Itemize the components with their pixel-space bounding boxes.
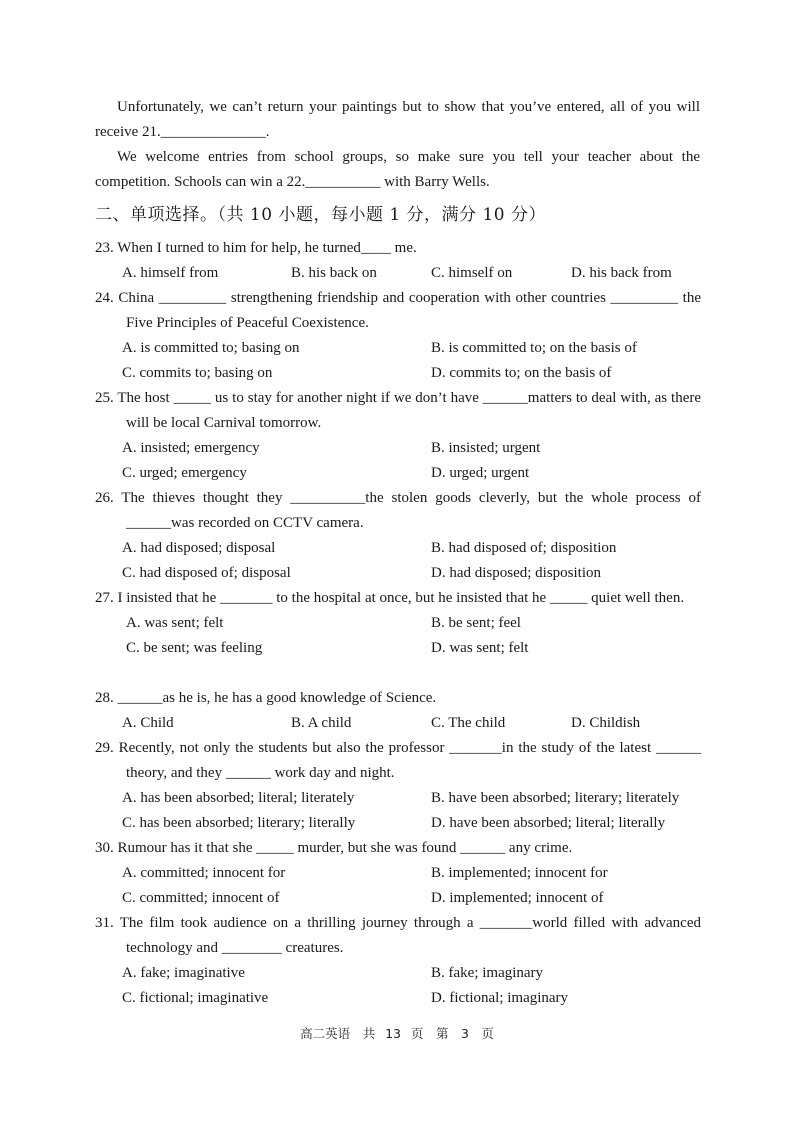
option-b: B. is committed to; on the basis of [431, 340, 637, 356]
option-d: D. commits to; on the basis of [431, 365, 612, 381]
question-stem: 27. I insisted that he _______ to the hospital at once, but he insisted that he _____ quiet well then. [95, 590, 685, 606]
option-b: B. fake; imaginary [431, 965, 544, 981]
question-stem: 25. The host _____ us to stay for another night if we don’t have ______matters to deal with, as there will be local Carnival tomorrow. [95, 390, 701, 431]
option-c: C. be sent; was feeling [126, 640, 263, 656]
option-c: C. fictional; imaginative [122, 990, 269, 1006]
option-a: A. has been absorbed; literal; literately [122, 790, 355, 806]
question-30 [95, 836, 701, 911]
option-b: B. implemented; innocent for [431, 865, 608, 881]
option-d: D. have been absorbed; literal; literally [431, 815, 666, 831]
option-a: A. himself from [122, 265, 219, 281]
option-c: C. commits to; basing on [122, 365, 273, 381]
option-a: A. was sent; felt [126, 615, 224, 631]
option-b: B. had disposed of; disposition [431, 540, 617, 556]
option-c: C. has been absorbed; literary; literally [122, 815, 356, 831]
option-d: D. his back from [571, 265, 672, 281]
option-a: A. insisted; emergency [122, 440, 260, 456]
question-24 [95, 286, 701, 386]
question-stem: 24. China _________ strengthening friendship and cooperation with other countries _________ the Five Principles of Peaceful Coexistence. [95, 290, 701, 331]
question-27 [95, 586, 701, 661]
question-stem: 26. The thieves thought they __________the stolen goods cleverly, but the whole process of ______was recorded on CCTV camera. [95, 490, 701, 531]
option-d: D. implemented; innocent of [431, 890, 604, 906]
option-c: C. had disposed of; disposal [122, 565, 291, 581]
section-title: 二、单项选择。（共 10 小题，每小题 1 分，满分 10 分） [95, 205, 547, 225]
option-b: B. be sent; feel [431, 615, 521, 631]
option-a: A. committed; innocent for [122, 865, 286, 881]
question-26 [95, 486, 701, 586]
option-a: A. Child [122, 715, 174, 731]
option-b: B. A child [291, 715, 352, 731]
question-stem: 29. Recently, not only the students but also the professor _______in the study of the latest ______ theory, and they ______ work day and night. [95, 740, 701, 781]
option-a: A. had disposed; disposal [122, 540, 276, 556]
option-d: D. Childish [571, 715, 641, 731]
question-31 [95, 911, 701, 1011]
option-c: C. The child [431, 715, 506, 731]
option-a: A. is committed to; basing on [122, 340, 300, 356]
question-29 [95, 736, 701, 836]
page-footer: 高二英语 共 13 页 第 3 页 [300, 1026, 494, 1041]
question-stem: 30. Rumour has it that she _____ murder, but she was found ______ any crime. [95, 840, 573, 856]
option-d: D. fictional; imaginary [431, 990, 569, 1006]
option-a: A. fake; imaginative [122, 965, 245, 981]
question-stem: 23. When I turned to him for help, he turned____ me. [95, 240, 417, 256]
option-d: D. urged; urgent [431, 465, 530, 481]
option-b: B. his back on [291, 265, 377, 281]
passage-paragraph-22: We welcome entries from school groups, so make sure you tell your teacher about the competition. Schools can win a 22.__________ with Barry Wells. [95, 149, 700, 190]
option-d: D. had disposed; disposition [431, 565, 602, 581]
option-d: D. was sent; felt [431, 640, 529, 656]
question-25 [95, 386, 701, 486]
option-c: C. committed; innocent of [122, 890, 280, 906]
option-b: B. insisted; urgent [431, 440, 541, 456]
question-stem: 31. The film took audience on a thrilling journey through a _______world filled with advanced technology and ________ creatures. [95, 915, 701, 956]
option-b: B. have been absorbed; literary; literately [431, 790, 680, 806]
question-stem: 28. ______as he is, he has a good knowledge of Science. [95, 690, 437, 706]
question-23 [95, 236, 701, 286]
question-28 [95, 686, 701, 736]
option-c: C. urged; emergency [122, 465, 247, 481]
passage-paragraph-21: Unfortunately, we can’t return your paintings but to show that you’ve entered, all of you will receive 21.______________. [95, 99, 700, 140]
option-c: C. himself on [431, 265, 513, 281]
